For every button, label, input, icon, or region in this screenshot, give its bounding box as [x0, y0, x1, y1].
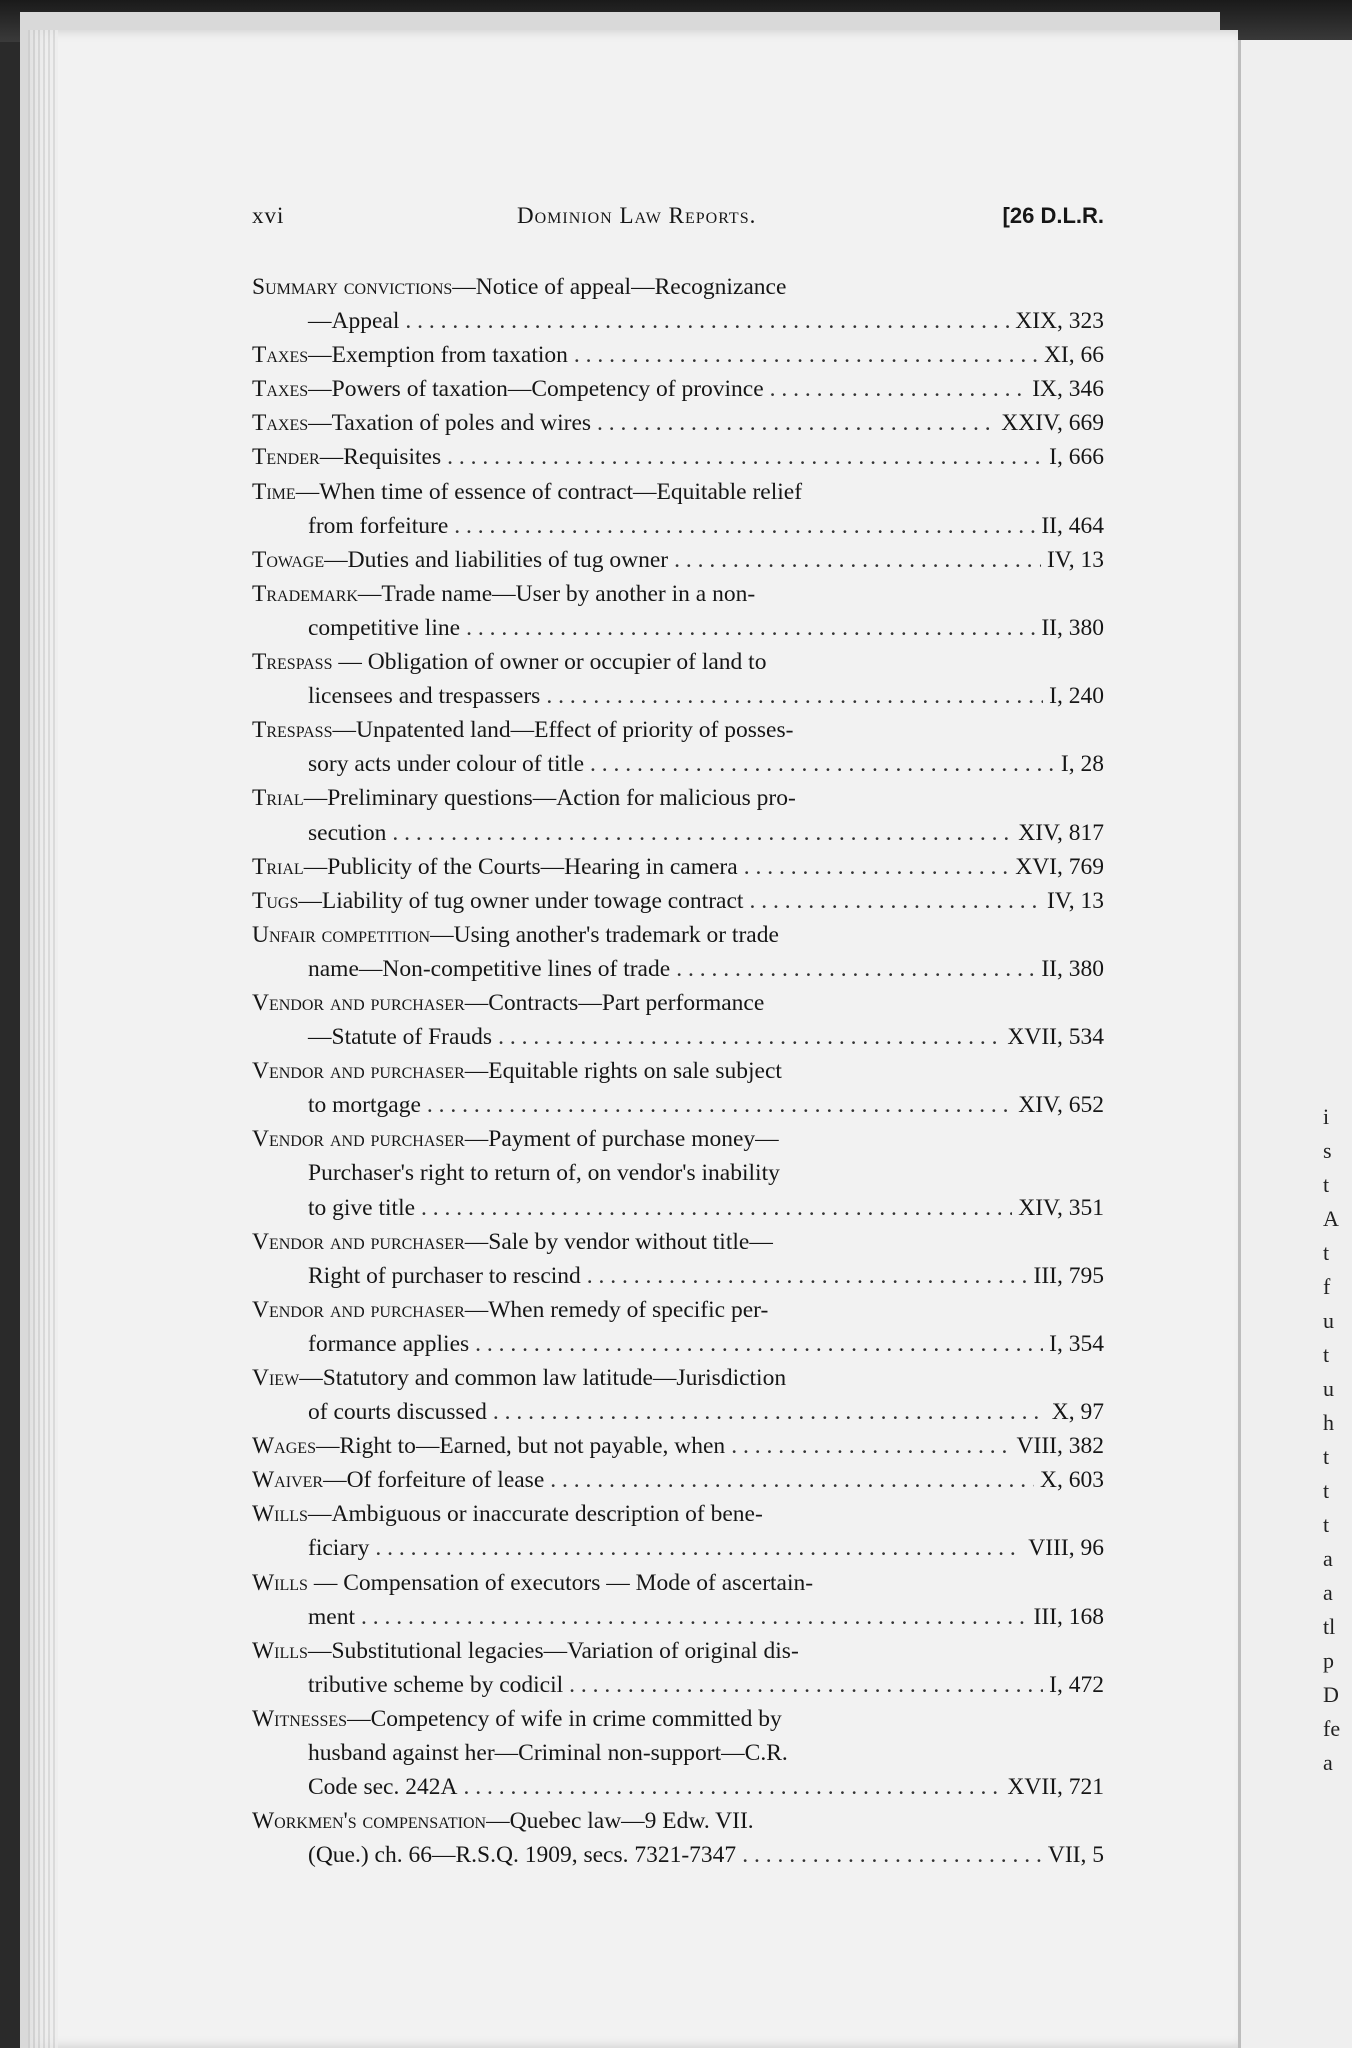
- volume-page-reference: I, 28: [1060, 751, 1104, 778]
- entry-heading: Wills: [252, 1569, 308, 1596]
- entry-text: —Publicity of the Courts—Hearing in camera: [303, 853, 738, 880]
- entry-heading: Waiver: [252, 1467, 324, 1494]
- entry-text: — Obligation of owner or occupier of land to: [332, 649, 767, 676]
- entry-line-text: [252, 1429, 725, 1463]
- dot-leader: [405, 304, 1009, 338]
- volume-page-reference: XXIV, 669: [1001, 410, 1104, 437]
- dot-leader: [375, 1531, 1022, 1565]
- index-entry: [252, 543, 1104, 577]
- entry-line-text: [252, 270, 786, 304]
- entry-text: —Using another's trademark or trade: [430, 921, 779, 948]
- entry-text: —Requisites: [319, 444, 442, 471]
- facing-page-glyph: t: [1323, 1240, 1330, 1265]
- facing-page-glyph: t: [1323, 1478, 1330, 1503]
- volume-page-reference: IV, 13: [1046, 887, 1104, 914]
- volume-page-reference: X, 97: [1051, 1399, 1104, 1426]
- entry-line: [252, 1634, 1104, 1668]
- index-entry: [252, 1497, 1104, 1565]
- entry-final-line: [252, 1668, 1104, 1702]
- volume-page-reference: VIII, 382: [1016, 1433, 1104, 1460]
- index-entry: [252, 1634, 1104, 1702]
- volume-page-reference: XI, 66: [1043, 342, 1104, 369]
- entry-heading: Vendor and purchaser: [252, 1126, 465, 1153]
- entry-line-text: [252, 338, 568, 372]
- entry-line: [252, 1054, 1104, 1088]
- entry-line-text: [308, 679, 540, 713]
- facing-page-glyph: h: [1323, 1410, 1334, 1435]
- volume-page-reference: I, 666: [1049, 444, 1104, 471]
- entry-final-line: [252, 338, 1104, 372]
- index-entry: [252, 850, 1104, 884]
- entry-line-text: [308, 509, 448, 543]
- entry-line-text: [252, 440, 441, 474]
- entry-text: —When remedy of specific per-: [464, 1296, 769, 1323]
- entry-heading: Trial: [252, 853, 304, 880]
- entry-line-text: [308, 1395, 487, 1429]
- volume-page-reference: II, 380: [1041, 614, 1104, 641]
- entry-text: —Statute of Frauds: [308, 1024, 493, 1051]
- running-header: [252, 203, 1104, 243]
- entry-text: to mortgage: [308, 1092, 421, 1119]
- entry-line-text: [252, 577, 755, 611]
- entry-line: [252, 1566, 1104, 1600]
- entry-final-line: [252, 747, 1104, 781]
- dot-leader: [550, 1463, 1034, 1497]
- volume-page-reference: X, 603: [1040, 1467, 1104, 1494]
- entry-final-line: [252, 1770, 1104, 1804]
- entry-final-line: [252, 1191, 1104, 1225]
- entry-final-line: [252, 406, 1104, 440]
- entry-line-text: [252, 372, 764, 406]
- entry-final-line: [252, 1531, 1104, 1565]
- dot-leader: [447, 440, 1043, 474]
- entry-final-line: [252, 1463, 1104, 1497]
- entry-line-text: [308, 747, 584, 781]
- volume-page-reference: IX, 346: [1032, 376, 1104, 403]
- entry-heading: Tender: [252, 444, 320, 471]
- entry-line-text: [308, 1770, 457, 1804]
- entry-line-text: [252, 884, 743, 918]
- dot-leader: [475, 1327, 1043, 1361]
- entry-final-line: [252, 1020, 1104, 1054]
- entry-line-text: [308, 1668, 563, 1702]
- entry-heading: Vendor and purchaser: [252, 1228, 465, 1255]
- index-entry: [252, 440, 1104, 474]
- volume-page-reference: XIX, 323: [1015, 308, 1104, 335]
- entry-text: —Ambiguous or inaccurate description of bene-: [307, 1501, 763, 1528]
- index-entry: [252, 1429, 1104, 1463]
- entry-line-text: [252, 1634, 799, 1668]
- volume-page-reference: XVII, 534: [1007, 1024, 1104, 1051]
- index-entry: [252, 986, 1104, 1054]
- entry-text: licensees and trespassers: [308, 683, 541, 710]
- entry-line: [252, 1122, 1104, 1156]
- entry-text: —Appeal: [308, 308, 400, 335]
- dot-leader: [569, 1668, 1043, 1702]
- entry-line-text: [252, 475, 802, 509]
- entry-text: name—Non-competitive lines of trade: [308, 955, 671, 982]
- entry-line: [252, 1804, 1104, 1838]
- entry-line: [252, 475, 1104, 509]
- facing-page-glyph: t: [1323, 1512, 1330, 1537]
- dot-leader: [597, 406, 995, 440]
- volume-page-reference: VII, 5: [1047, 1842, 1104, 1869]
- dot-leader: [498, 1020, 1001, 1054]
- entry-heading: Witnesses: [252, 1705, 348, 1732]
- dot-leader: [463, 1770, 1001, 1804]
- index-entry: [252, 781, 1104, 849]
- entry-text: formance applies: [308, 1330, 470, 1357]
- entry-text: —Substitutional legacies—Variation of original dis-: [307, 1637, 799, 1664]
- volume-page-reference: III, 795: [1033, 1262, 1104, 1289]
- entry-final-line: [252, 543, 1104, 577]
- entry-text: —Contracts—Part performance: [464, 989, 765, 1016]
- entry-final-line: [252, 850, 1104, 884]
- facing-page-glyph: i: [1323, 1104, 1330, 1129]
- entry-text: to give title: [308, 1194, 416, 1221]
- volume-page-reference: II, 464: [1041, 512, 1104, 539]
- entry-line-text: [308, 816, 386, 850]
- entry-line-text: [252, 1054, 782, 1088]
- entry-text: of courts discussed: [308, 1399, 487, 1426]
- index-entry: [252, 1361, 1104, 1429]
- entry-heading: Time: [252, 478, 296, 505]
- dot-leader: [361, 1600, 1028, 1634]
- facing-page-glyph: t: [1323, 1444, 1330, 1469]
- entry-text: competitive line: [308, 614, 461, 641]
- entry-line-text: [252, 406, 591, 440]
- entry-text: —Exemption from taxation: [308, 342, 568, 369]
- entry-line: [252, 918, 1104, 952]
- dot-leader: [744, 850, 1010, 884]
- index-entry: [252, 406, 1104, 440]
- dot-leader: [674, 543, 1041, 577]
- entry-text: sory acts under colour of title: [308, 751, 585, 778]
- index-entry: [252, 372, 1104, 406]
- index-entry: [252, 713, 1104, 781]
- entry-line-text: [252, 713, 793, 747]
- entry-text: from forfeiture: [308, 512, 449, 539]
- entry-heading: Summary convictions: [252, 274, 453, 300]
- entry-final-line: [252, 1429, 1104, 1463]
- entry-heading: Trespass: [252, 717, 333, 744]
- entry-line-text: [308, 1191, 415, 1225]
- entry-line-text: [308, 1020, 492, 1054]
- volume-page-reference: III, 168: [1033, 1603, 1104, 1630]
- entry-text: Purchaser's right to return of, on vendor's inability: [308, 1160, 780, 1187]
- entry-heading: Taxes: [252, 410, 309, 437]
- dot-leader: [546, 679, 1043, 713]
- entry-heading: Trespass: [252, 649, 333, 676]
- entry-final-line: [252, 679, 1104, 713]
- entry-line-text: [252, 645, 766, 679]
- entry-line-text: [252, 1361, 786, 1395]
- entry-line: [252, 1702, 1104, 1736]
- page-number: xvi: [252, 203, 285, 228]
- facing-page-text-fragment: [1323, 1100, 1340, 1780]
- facing-page-glyph: t: [1323, 1342, 1330, 1367]
- index-entry: [252, 1225, 1104, 1293]
- entry-line-text: [252, 1122, 779, 1156]
- dot-leader: [427, 1088, 1012, 1122]
- entry-line-text: [308, 1088, 421, 1122]
- entry-heading: Vendor and purchaser: [252, 1058, 465, 1085]
- entry-line: [252, 1497, 1104, 1531]
- facing-page-glyph: t: [1323, 1172, 1330, 1197]
- dot-leader: [749, 884, 1041, 918]
- entry-text: —Payment of purchase money—: [464, 1126, 779, 1153]
- entry-line-text: [252, 1463, 544, 1497]
- index-entry: [252, 475, 1104, 543]
- facing-page-glyph: a: [1323, 1750, 1333, 1775]
- entry-final-line: [252, 509, 1104, 543]
- volume-page-reference: II, 380: [1041, 955, 1104, 982]
- index-entry: [252, 1293, 1104, 1361]
- index-entry: [252, 1122, 1104, 1224]
- entry-line: [252, 781, 1104, 815]
- entry-line: [252, 1361, 1104, 1395]
- entry-text: —Trade name—User by another in a non-: [357, 580, 756, 607]
- entry-text: tributive scheme by codicil: [308, 1671, 564, 1698]
- entry-text: —Sale by vendor without title—: [464, 1228, 773, 1255]
- entry-final-line: [252, 1259, 1104, 1293]
- entry-text: —Competency of wife in crime committed by: [347, 1705, 782, 1732]
- entry-heading: Trademark: [252, 580, 358, 607]
- entry-line-text: [252, 543, 668, 577]
- dot-leader: [392, 816, 1012, 850]
- entry-heading: Unfair competition: [252, 921, 431, 948]
- entry-line: [252, 1293, 1104, 1327]
- facing-page-glyph: fe: [1323, 1716, 1341, 1741]
- entry-line-text: [308, 1259, 581, 1293]
- index-entry: [252, 1054, 1104, 1122]
- entry-line-text: [308, 304, 399, 338]
- entry-final-line: [252, 884, 1104, 918]
- entry-heading: Trial: [252, 785, 304, 812]
- entry-heading: Workmen's compensation: [252, 1808, 487, 1835]
- volume-page-reference: XIV, 652: [1018, 1092, 1104, 1119]
- entry-text: — Compensation of executors — Mode of ascertain-: [307, 1569, 814, 1596]
- entry-text: —Powers of taxation—Competency of province: [308, 376, 764, 403]
- entry-text: —Right to—Earned, but not payable, when: [315, 1433, 726, 1460]
- page-gutter: [28, 30, 58, 2048]
- entry-line-text: [252, 850, 738, 884]
- entry-text: —Taxation of poles and wires: [308, 410, 592, 437]
- entry-line-text: [308, 1327, 469, 1361]
- facing-page-glyph: tl: [1323, 1614, 1336, 1639]
- facing-page-glyph: u: [1323, 1376, 1334, 1401]
- entry-heading: Taxes: [252, 376, 309, 403]
- entry-text: —Duties and liabilities of tug owner: [324, 546, 669, 573]
- entry-line: [252, 713, 1104, 747]
- entry-text: —When time of essence of contract—Equitable relief: [295, 478, 803, 505]
- dot-leader: [421, 1191, 1012, 1225]
- entry-line-text: [252, 1566, 813, 1600]
- facing-page-glyph: D: [1323, 1682, 1339, 1707]
- entry-line: [252, 1225, 1104, 1259]
- entry-heading: Wages: [252, 1433, 316, 1460]
- entry-final-line: [252, 1088, 1104, 1122]
- entry-final-line: [252, 611, 1104, 645]
- dot-leader: [587, 1259, 1028, 1293]
- entry-text: —Statutory and common law latitude—Jurisdiction: [299, 1365, 787, 1391]
- entry-text: —Liability of tug owner under towage contract: [298, 887, 744, 914]
- entry-heading: Vendor and purchaser: [252, 1296, 465, 1323]
- facing-page-glyph: a: [1323, 1546, 1333, 1571]
- entry-heading: Tugs: [252, 887, 299, 914]
- entry-text: (Que.) ch. 66—R.S.Q. 1909, secs. 7321-7347: [308, 1842, 737, 1869]
- dot-leader: [770, 372, 1027, 406]
- entry-text: Right of purchaser to rescind: [308, 1262, 581, 1289]
- entry-final-line: [252, 1327, 1104, 1361]
- entry-text: ment: [308, 1603, 355, 1630]
- facing-page-glyph: a: [1323, 1580, 1333, 1605]
- entry-line: [252, 270, 1104, 304]
- entry-text: —Equitable rights on sale subject: [464, 1058, 782, 1085]
- dot-leader: [574, 338, 1038, 372]
- volume-page-reference: XIV, 351: [1018, 1194, 1104, 1221]
- entry-text: husband against her—Criminal non-support—C.R.: [308, 1740, 788, 1767]
- entry-line-text: [252, 1225, 773, 1259]
- entry-heading: Wills: [252, 1637, 308, 1664]
- entry-text: —Preliminary questions—Action for malicious pro-: [303, 785, 796, 812]
- volume-page-reference: I, 240: [1049, 683, 1104, 710]
- index-entry: [252, 1463, 1104, 1497]
- volume-page-reference: I, 472: [1049, 1671, 1104, 1698]
- entry-line-text: [308, 1838, 736, 1872]
- facing-page-glyph: f: [1323, 1274, 1331, 1299]
- entry-final-line: [252, 952, 1104, 986]
- dot-leader: [466, 611, 1035, 645]
- entry-line: [252, 645, 1104, 679]
- entry-final-line: [252, 1395, 1104, 1429]
- entry-line-text: [308, 952, 670, 986]
- entry-line-text: [308, 611, 460, 645]
- volume-page-reference: XVI, 769: [1015, 853, 1104, 880]
- entry-final-line: [252, 816, 1104, 850]
- index-entry: [252, 645, 1104, 713]
- entry-line-text: [308, 1736, 788, 1770]
- entry-line-text: [252, 1293, 768, 1327]
- dot-leader: [454, 509, 1035, 543]
- publication-title: Dominion Law Reports.: [517, 203, 757, 228]
- volume-page-reference: XVII, 721: [1007, 1774, 1104, 1801]
- entry-final-line: [252, 1600, 1104, 1634]
- dot-leader: [731, 1429, 1010, 1463]
- entry-line: [252, 577, 1104, 611]
- index-entry: [252, 1566, 1104, 1634]
- entry-text: ficiary: [308, 1535, 370, 1562]
- dot-leader: [676, 952, 1035, 986]
- index-entry: [252, 338, 1104, 372]
- entry-text: —Quebec law—9 Edw. VII.: [486, 1808, 754, 1835]
- entry-line: [252, 1156, 1104, 1190]
- dot-leader: [590, 747, 1055, 781]
- entry-line-text: [252, 1702, 782, 1736]
- entry-line: [252, 986, 1104, 1020]
- entry-line-text: [252, 986, 764, 1020]
- facing-page-glyph: u: [1323, 1308, 1334, 1333]
- index-entry: [252, 577, 1104, 645]
- entry-line-text: [252, 1804, 754, 1838]
- entry-heading: Wills: [252, 1501, 308, 1528]
- volume-page-reference: IV, 13: [1046, 546, 1104, 573]
- entry-line-text: [252, 1497, 763, 1531]
- entry-text: Code sec. 242A: [308, 1774, 458, 1801]
- dot-leader: [493, 1395, 1046, 1429]
- index-entry: [252, 1702, 1104, 1804]
- dot-leader: [742, 1838, 1042, 1872]
- index-entry: [252, 1804, 1104, 1872]
- index-entries: [252, 270, 1104, 1872]
- entry-heading: Vendor and purchaser: [252, 989, 465, 1016]
- volume-reference: [26 D.L.R.: [1002, 203, 1104, 228]
- entry-line-text: [308, 1156, 780, 1190]
- facing-page-glyph: p: [1323, 1648, 1334, 1673]
- entry-final-line: [252, 440, 1104, 474]
- volume-page-reference: XIV, 817: [1018, 819, 1104, 846]
- entry-text: secution: [308, 819, 387, 846]
- entry-text: —Of forfeiture of lease: [323, 1467, 545, 1494]
- entry-heading: Taxes: [252, 342, 309, 369]
- index-entry: [252, 918, 1104, 986]
- entry-final-line: [252, 372, 1104, 406]
- entry-final-line: [252, 1838, 1104, 1872]
- facing-page-edge: [1238, 40, 1352, 2048]
- index-entry: [252, 270, 1104, 338]
- volume-page-reference: VIII, 96: [1028, 1535, 1104, 1562]
- index-entry: [252, 884, 1104, 918]
- entry-line-text: [308, 1600, 355, 1634]
- entry-heading: Towage: [252, 546, 325, 573]
- entry-heading: View: [252, 1365, 300, 1391]
- entry-text: —Unpatented land—Effect of priority of posses-: [332, 717, 794, 744]
- entry-line: [252, 1736, 1104, 1770]
- entry-line-text: [252, 781, 796, 815]
- facing-page-glyph: A: [1323, 1206, 1339, 1231]
- index-page-content: [252, 203, 1104, 1872]
- entry-line-text: [308, 1531, 369, 1565]
- volume-page-reference: I, 354: [1049, 1330, 1104, 1357]
- entry-text: —Notice of appeal—Recognizance: [452, 274, 787, 300]
- facing-page-glyph: s: [1323, 1138, 1332, 1163]
- entry-line-text: [252, 918, 779, 952]
- entry-final-line: [252, 304, 1104, 338]
